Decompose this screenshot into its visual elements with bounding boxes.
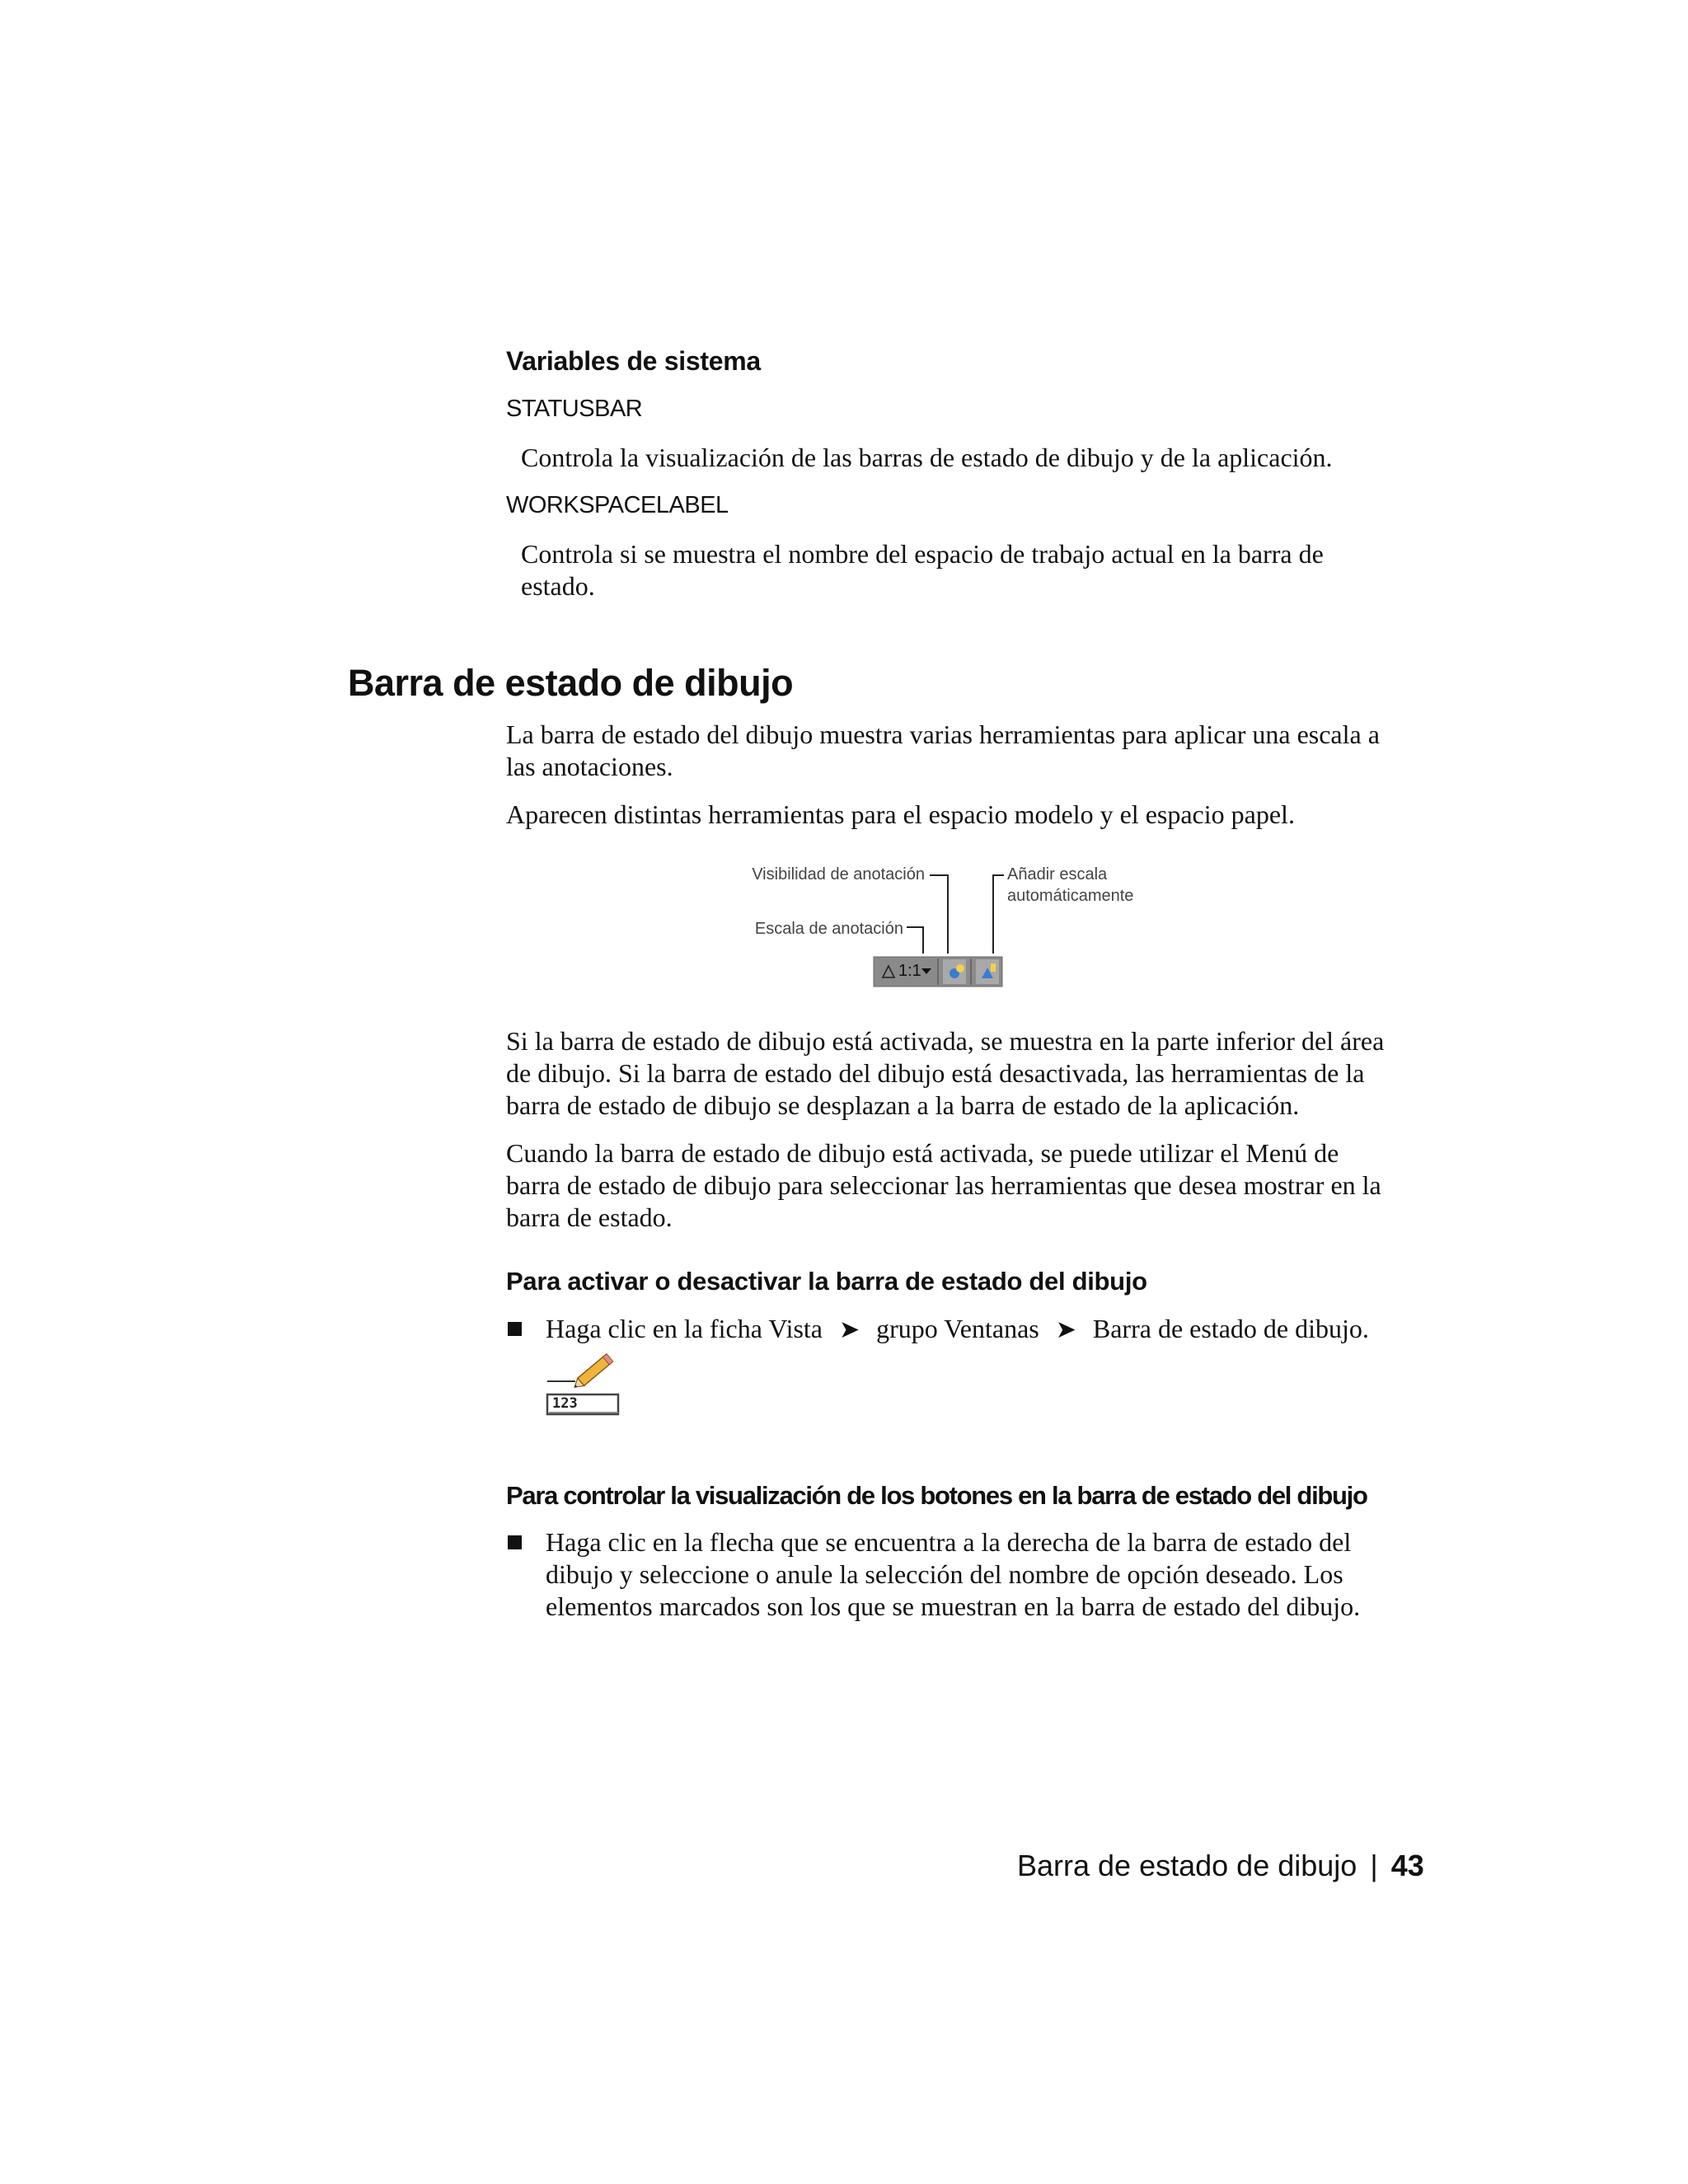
- paragraph-drawing-status-bar-on: Si la barra de estado de dibujo está activada, se muestra en la parte inferior del área de dibujo. Si la barra de estado del dibujo está desactivada, las herramientas de la barra de estado de dibujo se desplazan a la barra de estado de la aplicación.: [506, 1026, 1385, 1120]
- procedure2-step: Haga clic en la flecha que se encuentra a la derecha de la barra de estado del dibujo y seleccione o anule la selección del nombre de opción deseado. Los elementos marcados son los que se muestran en la barra de estado del dibujo.: [546, 1527, 1361, 1621]
- sysvar-desc-workspacelabel: Controla si se muestra el nombre del espacio de trabajo actual en la barra de estado.: [521, 539, 1324, 601]
- procedure1-heading: Para activar o desactivar la barra de estado del dibujo: [506, 1267, 1147, 1296]
- footer-separator: |: [1370, 1849, 1378, 1882]
- step-ribbon-panel: grupo Ventanas: [876, 1314, 1039, 1343]
- sysvars-heading: Variables de sistema: [506, 346, 761, 376]
- page-footer: [1017, 1849, 1424, 1883]
- label-annotation-visibility: Visibilidad de anotación: [752, 865, 925, 883]
- procedure2-heading: Para controlar la visualización de los botones en la barra de estado del dibujo: [506, 1481, 1367, 1510]
- footer-title: Barra de estado de dibujo: [1017, 1849, 1357, 1882]
- drawing-status-bar-icon: [546, 1350, 621, 1418]
- status-bar-figure: [742, 849, 1170, 997]
- sysvar-name-workspacelabel: WORKSPACELABEL: [506, 492, 729, 518]
- intro-paragraph-2: Aparecen distintas herramientas para el espacio modelo y el espacio papel.: [506, 799, 1295, 829]
- sysvar-name-statusbar: STATUSBAR: [506, 396, 643, 422]
- icon-number-text: 123: [552, 1395, 578, 1412]
- section-title: Barra de estado de dibujo: [348, 662, 794, 704]
- intro-paragraph-1: La barra de estado del dibujo muestra varias herramientas para aplicar una escala a las anotaciones.: [506, 719, 1380, 781]
- procedure1-step: [546, 1313, 1369, 1346]
- bullet-icon: [508, 1535, 522, 1549]
- annotation-scale-value: 1:1: [898, 962, 921, 980]
- arrow-right-icon: ➤: [1055, 1315, 1076, 1344]
- page-number: 43: [1390, 1849, 1424, 1882]
- label-add-scale-automatically: Añadir escala automáticamente: [1007, 865, 1134, 905]
- arrow-right-icon: ➤: [839, 1315, 860, 1344]
- sysvar-desc-statusbar: Controla la visualización de las barras de estado de dibujo y de la aplicación.: [521, 443, 1333, 472]
- step-ribbon-button: Barra de estado de dibujo.: [1092, 1314, 1369, 1343]
- label-annotation-scale: Escala de anotación: [754, 920, 903, 938]
- bullet-icon: [508, 1322, 522, 1336]
- paragraph-drawing-status-bar-menu: Cuando la barra de estado de dibujo está activada, se puede utilizar el Menú de barra de estado de dibujo para seleccionar las herramientas que desea mostrar en la barra de estado.: [506, 1138, 1381, 1232]
- step-ribbon-tab: Haga clic en la ficha Vista: [546, 1314, 823, 1343]
